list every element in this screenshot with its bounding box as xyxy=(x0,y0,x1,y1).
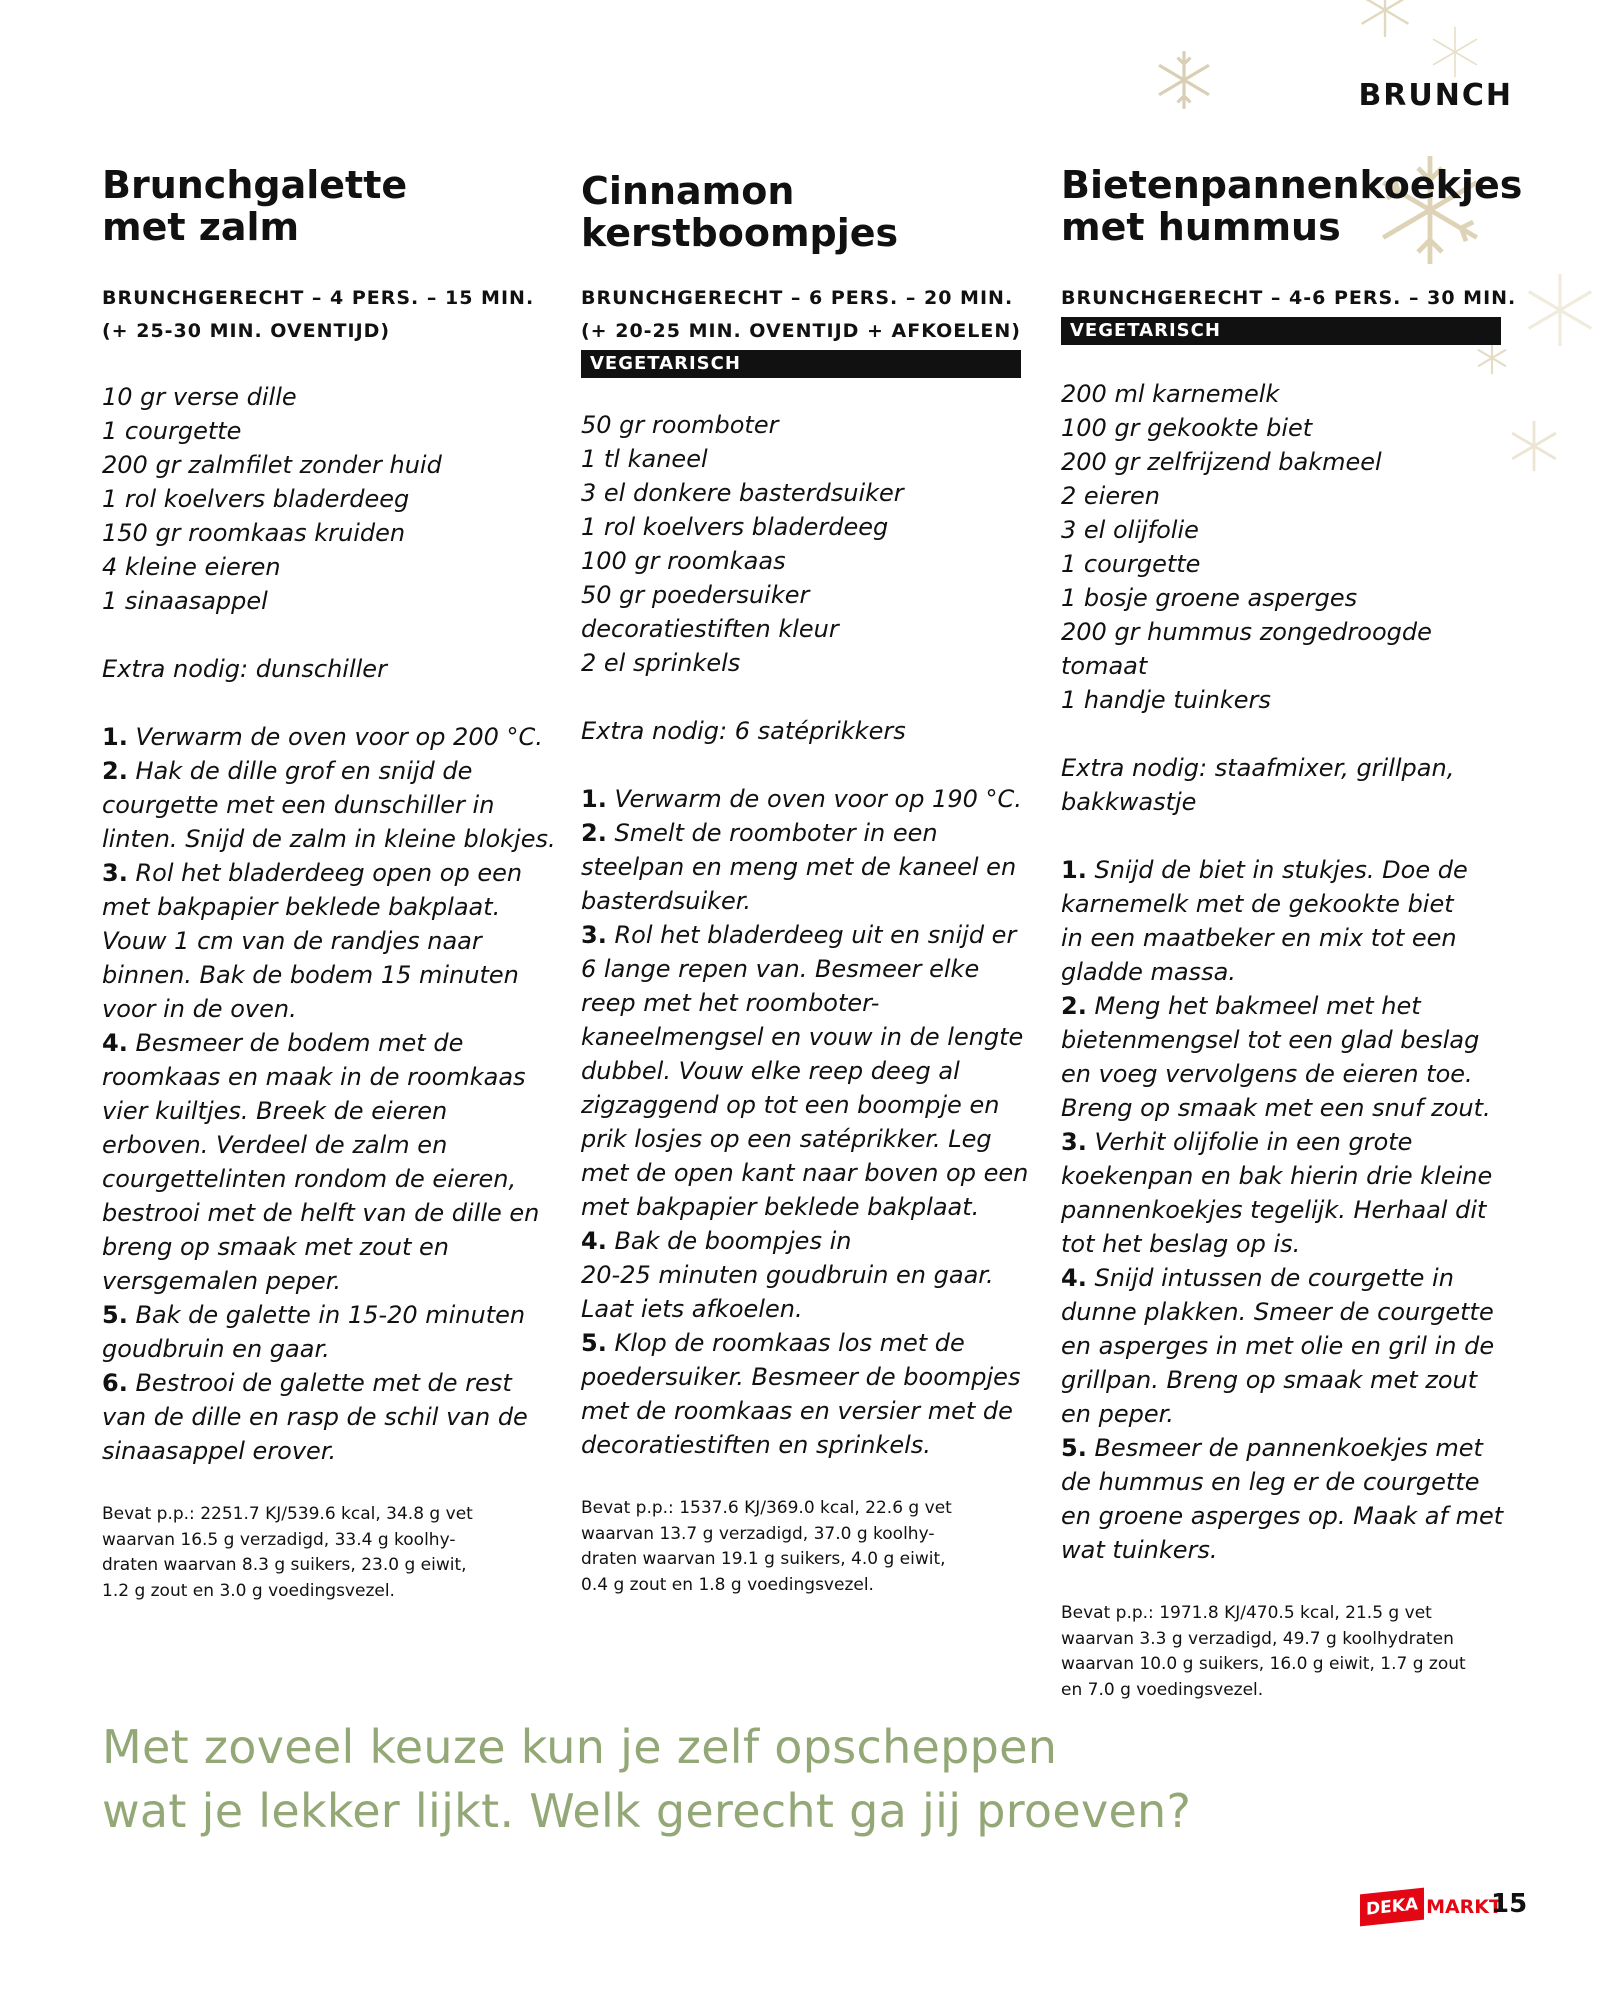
step: 5. Besmeer de pannenkoekjes met xyxy=(1061,1434,1483,1462)
step: 4. Bak de boompjes in xyxy=(581,1227,852,1255)
ingredient: 150 gr roomkaas kruiden xyxy=(102,519,406,547)
snowflake-icon xyxy=(1506,418,1562,474)
recipe-meta: BRUNCHGERECHT – 6 PERS. – 20 MIN. (+ 20-25 MIN. OVENTIJD + AFKOELEN) VEGETARISCH xyxy=(581,282,1021,378)
recipe-body: 200 ml karnemelk 100 gr gekookte biet 200 gr zelfrijzend bakmeel 2 eieren 3 el olijfolie 1 courgette 1 bosje groene asperges 200 gr hummus zongedroogde tomaat 1 handje tuinkers Extra nodig: staafmixer, grillpan, bakkwastje 1. Snijd de biet in stukjes. Doe de karnemelk met de gekookte biet in een maatbeker en mix tot een gladde massa. 2. Meng het bakmeel met het bietenmengsel tot een glad beslag en voeg vervolgens de eieren toe. Breng op smaak met een snuf zout. 3. Verhit olijfolie in een grote koekenpan en bak hierin drie kleine pannenkoekjes tegelijk. Herhaal dit tot het beslag op is. 4. Snijd intussen de courgette in dunne plakken. Smeer de courgette en asperges in met olie en gril in de grillpan. Breng op smaak met zout en peper. 5. Besmeer de pannenkoekjes met de hummus en leg er de courgette en groene asperges op. Maak af met wat tuinkers. xyxy=(1061,377,1501,1567)
ingredient: 1 handje tuinkers xyxy=(1061,686,1271,714)
ingredient: 3 el donkere basterdsuiker xyxy=(581,479,904,507)
ingredient: 2 el sprinkels xyxy=(581,649,741,677)
ingredient: 3 el olijfolie xyxy=(1061,516,1199,544)
vegetarian-badge: VEGETARISCH xyxy=(581,350,1021,378)
recipe-title: Brunchgalette met zalm xyxy=(102,163,408,249)
ingredient: 1 courgette xyxy=(102,417,242,445)
page-number: 15 xyxy=(1491,1889,1528,1919)
recipe-meta: BRUNCHGERECHT – 4 PERS. – 15 MIN. (+ 25-30 MIN. OVENTIJD) xyxy=(102,287,535,342)
extra-needed: Extra nodig: 6 satéprikkers xyxy=(581,717,906,745)
step: 2. Smelt de roomboter in een xyxy=(581,819,938,847)
extra-needed: Extra nodig: dunschiller xyxy=(102,655,387,683)
recipe-meta: BRUNCHGERECHT – 4-6 PERS. – 30 MIN. VEGETARISCH xyxy=(1061,282,1501,345)
ingredient: 50 gr poedersuiker xyxy=(581,581,810,609)
dekamarkt-logo: DEKA MARKT xyxy=(1360,1884,1502,1930)
snowflake-icon xyxy=(1420,24,1490,80)
ingredient: 2 eieren xyxy=(1061,482,1160,510)
step: 3. Verhit olijfolie in een grote xyxy=(1061,1128,1413,1156)
ingredient: 200 gr zelfrijzend bakmeel xyxy=(1061,448,1382,476)
ingredient: 100 gr roomkaas xyxy=(581,547,786,575)
step: 3. Rol het bladerdeeg open op een xyxy=(102,859,523,887)
step: 6. Bestrooi de galette met de rest xyxy=(102,1369,512,1397)
ingredient: 50 gr roomboter xyxy=(581,411,779,439)
ingredient: 200 gr hummus zongedroogde xyxy=(1061,618,1432,646)
step: 4. Snijd intussen de courgette in xyxy=(1061,1264,1454,1292)
step: 5. Bak de galette in 15-20 minuten xyxy=(102,1301,526,1329)
nutrition-info: Bevat p.p.: 2251.7 KJ/539.6 kcal, 34.8 g vet waarvan 16.5 g verzadigd, 33.4 g koolhy- draten waarvan 8.3 g suikers, 23.0 g eiwit, 1.2 g zout en 3.0 g voedingsvezel. xyxy=(102,1504,473,1601)
recipe-body: 10 gr verse dille 1 courgette 200 gr zalmfilet zonder huid 1 rol koelvers bladerdeeg 150 gr roomkaas kruiden 4 kleine eieren 1 sinaasappel Extra nodig: dunschiller 1. Verwarm de oven voor op 200 °C. 2. Hak de dille grof en snijd de courgette met een dunschiller in linten. Snijd de zalm in kleine blokjes. 3. Rol het bladerdeeg open op een met bakpapier beklede bakplaat. Vouw 1 cm van de randjes naar binnen. Bak de bodem 15 minuten voor in de oven. 4. Besmeer de bodem met de roomkaas en maak in de roomkaas vier kuiltjes. Breek de eieren erboven. Verdeel de zalm en courgettelinten rondom de eieren, bestrooi met de helft van de dille en breng op smaak met zout en versgemalen peper. 5. Bak de galette in 15-20 minuten goudbruin en gaar. 6. Bestrooi de galette met de rest van de dille en rasp de schil van de sinaasappel erover. xyxy=(102,380,542,1468)
step: 2. Hak de dille grof en snijd de xyxy=(102,757,473,785)
vegetarian-badge: VEGETARISCH xyxy=(1061,317,1501,345)
ingredient: 1 bosje groene asperges xyxy=(1061,584,1358,612)
recipe-title: Cinnamon kerstboompjes xyxy=(581,169,899,255)
ingredient: 1 rol koelvers bladerdeeg xyxy=(102,485,410,513)
nutrition-info: Bevat p.p.: 1971.8 KJ/470.5 kcal, 21.5 g vet waarvan 3.3 g verzadigd, 49.7 g koolhydraten waarvan 10.0 g suikers, 16.0 g eiwit, 1.7 g zout en 7.0 g voedingsvezel. xyxy=(1061,1603,1466,1700)
ingredient: 1 tl kaneel xyxy=(581,445,708,473)
step: 4. Besmeer de bodem met de xyxy=(102,1029,464,1057)
step: 1. Snijd de biet in stukjes. Doe de xyxy=(1061,856,1468,884)
ingredient: 200 gr zalmfilet zonder huid xyxy=(102,451,442,479)
ingredient: decoratiestiften kleur xyxy=(581,615,839,643)
nutrition-info: Bevat p.p.: 1537.6 KJ/369.0 kcal, 22.6 g vet waarvan 13.7 g verzadigd, 37.0 g koolhy- draten waarvan 19.1 g suikers, 4.0 g eiwit, 0.4 g zout en 1.8 g voedingsvezel. xyxy=(581,1498,952,1595)
slogan: Met zoveel keuze kun je zelf opscheppen wat je lekker lijkt. Welk gerecht ga jij proeven? xyxy=(102,1720,1192,1838)
snowflake-icon xyxy=(1340,0,1430,40)
recipe-title: Bietenpannenkoekjes met hummus xyxy=(1061,163,1523,249)
recipe-column xyxy=(102,163,556,1604)
ingredient: 1 courgette xyxy=(1061,550,1201,578)
ingredient: 200 ml karnemelk xyxy=(1061,380,1280,408)
step: 5. Klop de roomkaas los met de xyxy=(581,1329,965,1357)
ingredient: 1 sinaasappel xyxy=(102,587,268,615)
step: 2. Meng het bakmeel met het xyxy=(1061,992,1421,1020)
recipe-column xyxy=(581,164,1029,1598)
section-label: BRUNCH xyxy=(1358,78,1513,113)
snowflake-icon xyxy=(1152,48,1216,112)
step: 1. Verwarm de oven voor op 200 °C. xyxy=(102,723,543,751)
ingredient: 10 gr verse dille xyxy=(102,383,297,411)
ingredient: 4 kleine eieren xyxy=(102,553,281,581)
extra-needed: Extra nodig: staafmixer, grillpan, xyxy=(1061,754,1455,782)
ingredient: tomaat xyxy=(1061,652,1148,680)
snowflake-icon xyxy=(1520,250,1600,370)
step: 1. Verwarm de oven voor op 190 °C. xyxy=(581,785,1022,813)
recipe-column xyxy=(1061,163,1523,1703)
recipe-body: 50 gr roomboter 1 tl kaneel 3 el donkere basterdsuiker 1 rol koelvers bladerdeeg 100 gr roomkaas 50 gr poedersuiker decoratiestiften kleur 2 el sprinkels Extra nodig: 6 satéprikkers 1. Verwarm de oven voor op 190 °C. 2. Smelt de roomboter in een steelpan en meng met de kaneel en basterdsuiker. 3. Rol het bladerdeeg uit en snijd er 6 lange repen van. Besmeer elke reep met het roomboter- kaneelmengsel en vouw in de lengte dubbel. Vouw elke reep deeg al zigzaggend op tot een boompje en prik losjes op een satéprikker. Leg met de open kant naar boven op een met bakpapier beklede bakplaat. 4. Bak de boompjes in 20-25 minuten goudbruin en gaar. Laat iets afkoelen. 5. Klop de roomkaas los met de poedersuiker. Besmeer de boompjes met de roomkaas en versier met de decoratiestiften en sprinkels. xyxy=(581,408,1021,1462)
ingredient: 100 gr gekookte biet xyxy=(1061,414,1313,442)
ingredient: 1 rol koelvers bladerdeeg xyxy=(581,513,889,541)
step: 3. Rol het bladerdeeg uit en snijd er xyxy=(581,921,1017,949)
